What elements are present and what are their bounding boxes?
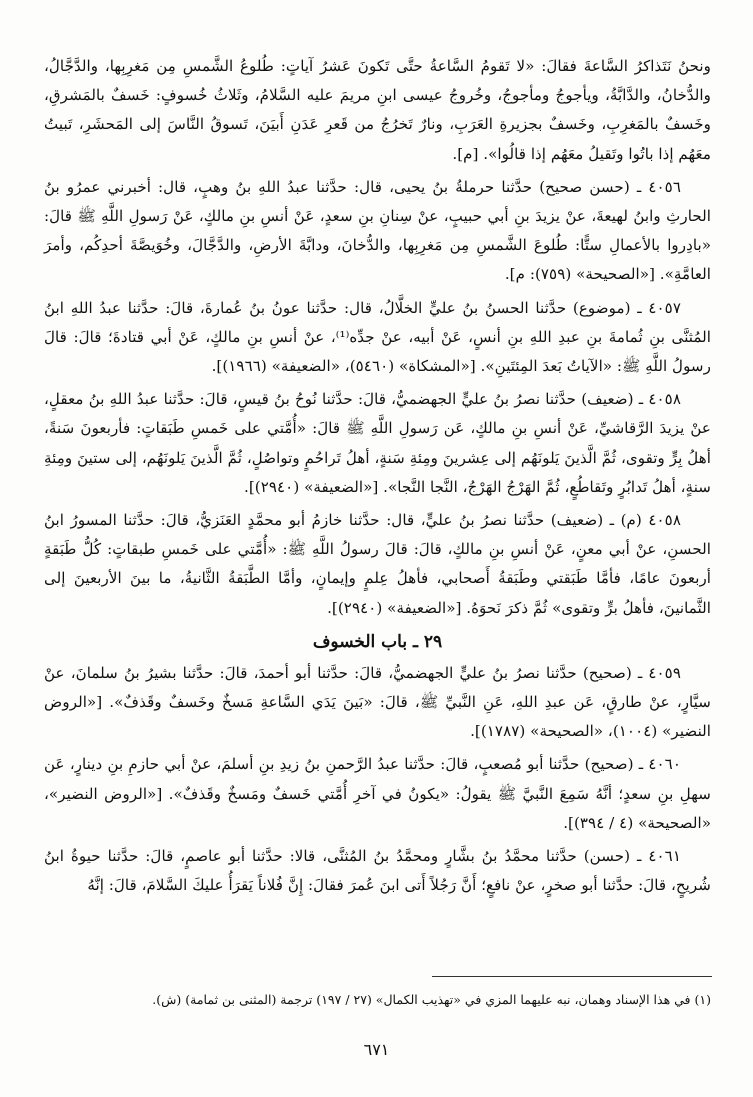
hadith-paragraph-4056: ٤٠٥٦ ـ (حسن صحيح) حدَّثنا حرملةُ بنُ يحيى، قال: حدَّثنا عبدُ اللهِ بنُ وهبٍ، قال: أخبرني عمرُو بنُ الحارثِ وابنُ لهيعةَ، عنْ يزيدَ بنِ أبي حبيبٍ، عنْ سِنانِ بنِ سعدٍ، عَنْ أنسِ بنِ مالكٍ، عَنْ رَسولِ اللَّهِ ﷺ قالَ: «بادِروا بالأعمالِ ستًّا: طُلوعَ الشَّمسِ مِن مَغرِبِها، والدُّخانَ، ودابَّةَ الأرضِ، والدَّجَّالَ، وخُوَيصَّةَ أحدِكُم، وأمرَ العامَّةِ». [«الصحيحة» (٧٥٩): م]. [44,177,711,284]
hadith-paragraph-4060: ٤٠٦٠ ـ (صحيح) حدَّثنا أبو مُصعبٍ، قالَ: حدَّثنا عبدُ الرَّحمنِ بنُ زيدِ بنِ أسلمَ، عنْ أبي حازمِ بنِ دينارٍ، عَن سهلِ بنِ سعدٍ؛ أنَّهُ سَمِعَ النَّبيَّ ﷺ يقولُ: «يكونُ في آخرِ أُمَّتي خَسفٌ ومَسخٌ وقَذفٌ». [«الروض النضير»، «الصحيحة» (٤ / ٣٩٤)]. [44,755,711,832]
footnote: (١) في هذا الإسناد وهمان، نبه عليهما المزي في «تهذيب الكمال» (٢٧ / ١٩٧) ترجمة (المثنى بن ثمامة) (ش). [152,992,711,1007]
hadith-paragraph-4058: ٤٠٥٨ ـ (ضعيف) حدَّثنا نصرُ بنُ عليٍّ الجهضميُّ، قالَ: حدَّثنا نُوحُ بنُ قيسٍ، قالَ: حدَّثنا عبدُ اللهِ بنُ معقلٍ، عنْ يزيدَ الرَّقاشيِّ، عَنْ أنسِ بنِ مالكٍ، عَن رَسولِ اللَّهِ ﷺ قالَ: «أُمَّتي على خَمسِ طَبَقاتٍ: فأربعونَ سَنةً، أهلُ بِرٍّ وتقوى، ثُمَّ الَّذينَ يَلونَهُم إلى عِشرينَ ومِئةِ سَنةٍ، أهلُ تَراحُمٍ وتواصُلٍ، ثُمَّ الَّذينَ يَلونَهُم، إلى ستينَ ومِئةِ سنةٍ، أهلُ تَدابُرٍ وتَقاطُعٍ، ثُمَّ الهَرْجُ الهَرْجُ، النَّجا النَّجا». [«الضعيفة» (٢٩٤٠)]. [44,390,711,496]
hadith-paragraph-continuation: ونحنُ نَتَذاكرُ السَّاعةَ فقالَ: «لا تَقومُ السَّاعةُ حتَّى تَكونَ عَشرُ آياتٍ: طُلوعُ الشَّمسِ مِن مَغرِبِها، والدَّجَّالُ، والدُّخانُ، والدَّابَّةُ، ويأجوجُ ومأجوجُ، وخُروجُ عيسى ابنِ مريمَ عليه السَّلامُ، وثَلاثُ خُسوفٍ: خَسفٌ بالمَشرقِ، وخَسفٌ بالمَغرِبِ، وخَسفٌ بجزيرةِ العَرَبِ، ونارٌ تَخرُجُ من قَعرِ عَدَنِ أَبيَنَ، تَسوقُ النَّاسَ إلى المَحشَرِ، تَبيتُ معَهُم إذا باتُوا وتَقيلُ معَهُم إذا قالُوا». [م]. [44,57,711,163]
chapter-heading: ٢٩ ـ باب الخسوف [312,631,443,652]
hadith-paragraph-4057: ٤٠٥٧ ـ (موضوع) حدَّثنا الحسنُ بنُ عليٍّ الخلَّالُ، قال: حدَّثنا عونُ بنُ عُمارةَ، قالَ: حدَّثنا عبدُ اللهِ ابنُ المُثنَّى بنِ ثُمامةَ بنِ عبدِ اللهِ بنِ أنسٍ، عَنْ أبيه، عنْ جدِّه⁽¹⁾، عنْ أنسِ بنِ مالكٍ، عَنْ أبي قتادةَ؛ قالَ: قالَ رسولُ اللَّهِ ﷺ: «الآياتُ بَعدَ المِئتَينِ». [«المشكاة» (٥٤٦٠)، «الضعيفة» (١٩٦٦)]. [44,298,711,376]
page-number: ٦٧١ [363,1040,390,1059]
hadith-paragraph-4061: ٤٠٦١ ـ (حسن) حدَّثنا محمَّدُ بنُ بشَّارٍ ومحمَّدُ بنُ المُثنَّى، قالا: حدَّثنا أبو عاصمٍ، قالَ: حدَّثنا حيوةُ ابنُ شُريحٍ، قالَ: حدَّثنا أبو صخرٍ، عنْ نافعٍ؛ أَنَّ رَجُلاً أَتى ابنَ عُمرَ فقالَ: إِنَّ فُلاناً يَقرَأُ عليكَ السَّلامَ، قالَ: إنَّهُ [44,847,711,895]
footnote-divider [432,976,712,977]
hadith-paragraph-4059: ٤٠٥٩ ـ (صحيح) حدَّثنا نصرُ بنُ عليٍّ الجهضميُّ، قالَ: حدَّثنا أبو أحمدَ، قالَ: حدَّثنا بشيرُ بنُ سلمانَ، عنْ سيَّارٍ، عنْ طارقٍ، عَن عبدِ اللهِ، عَنِ النَّبيِّ ﷺ، قالَ: «بَينَ يَدَي السَّاعةِ مَسخٌ وخَسفٌ وقَذفٌ». [«الروض النضير» (١٠٠٤)، «الصحيحة» (١٧٨٧)]. [44,663,711,741]
hadith-paragraph-4058m: ٤٠٥٨ (م) ـ (ضعيف) حدَّثنا نصرُ بنُ عليٍّ، قال: حدَّثنا خازمُ أبو محمَّدٍ العَنَزيُّ، قالَ: حدَّثنا المسورُ ابنُ الحسنِ، عنْ أبي معنٍ، عَنْ أنسِ بنِ مالكٍ، قالَ: قالَ رسولُ اللَّهِ ﷺ: «أُمَّتي على خَمسِ طبقاتٍ: كُلُّ طَبَقةٍ أربعونَ عامًا، فأمَّا طَبَقتي وطَبَقةُ أَصحابي، فأهلُ عِلمٍ وإيمانٍ، وأمَّا الطَّبَقةُ الثَّانيةُ، ما بينَ الأربعينَ إلى الثَّمانينَ، فأهلُ برٍّ وتقوى» ثُمَّ ذكرَ نَحوَهُ. [«الضعيفة» (٢٩٤٠)]. [44,511,711,617]
